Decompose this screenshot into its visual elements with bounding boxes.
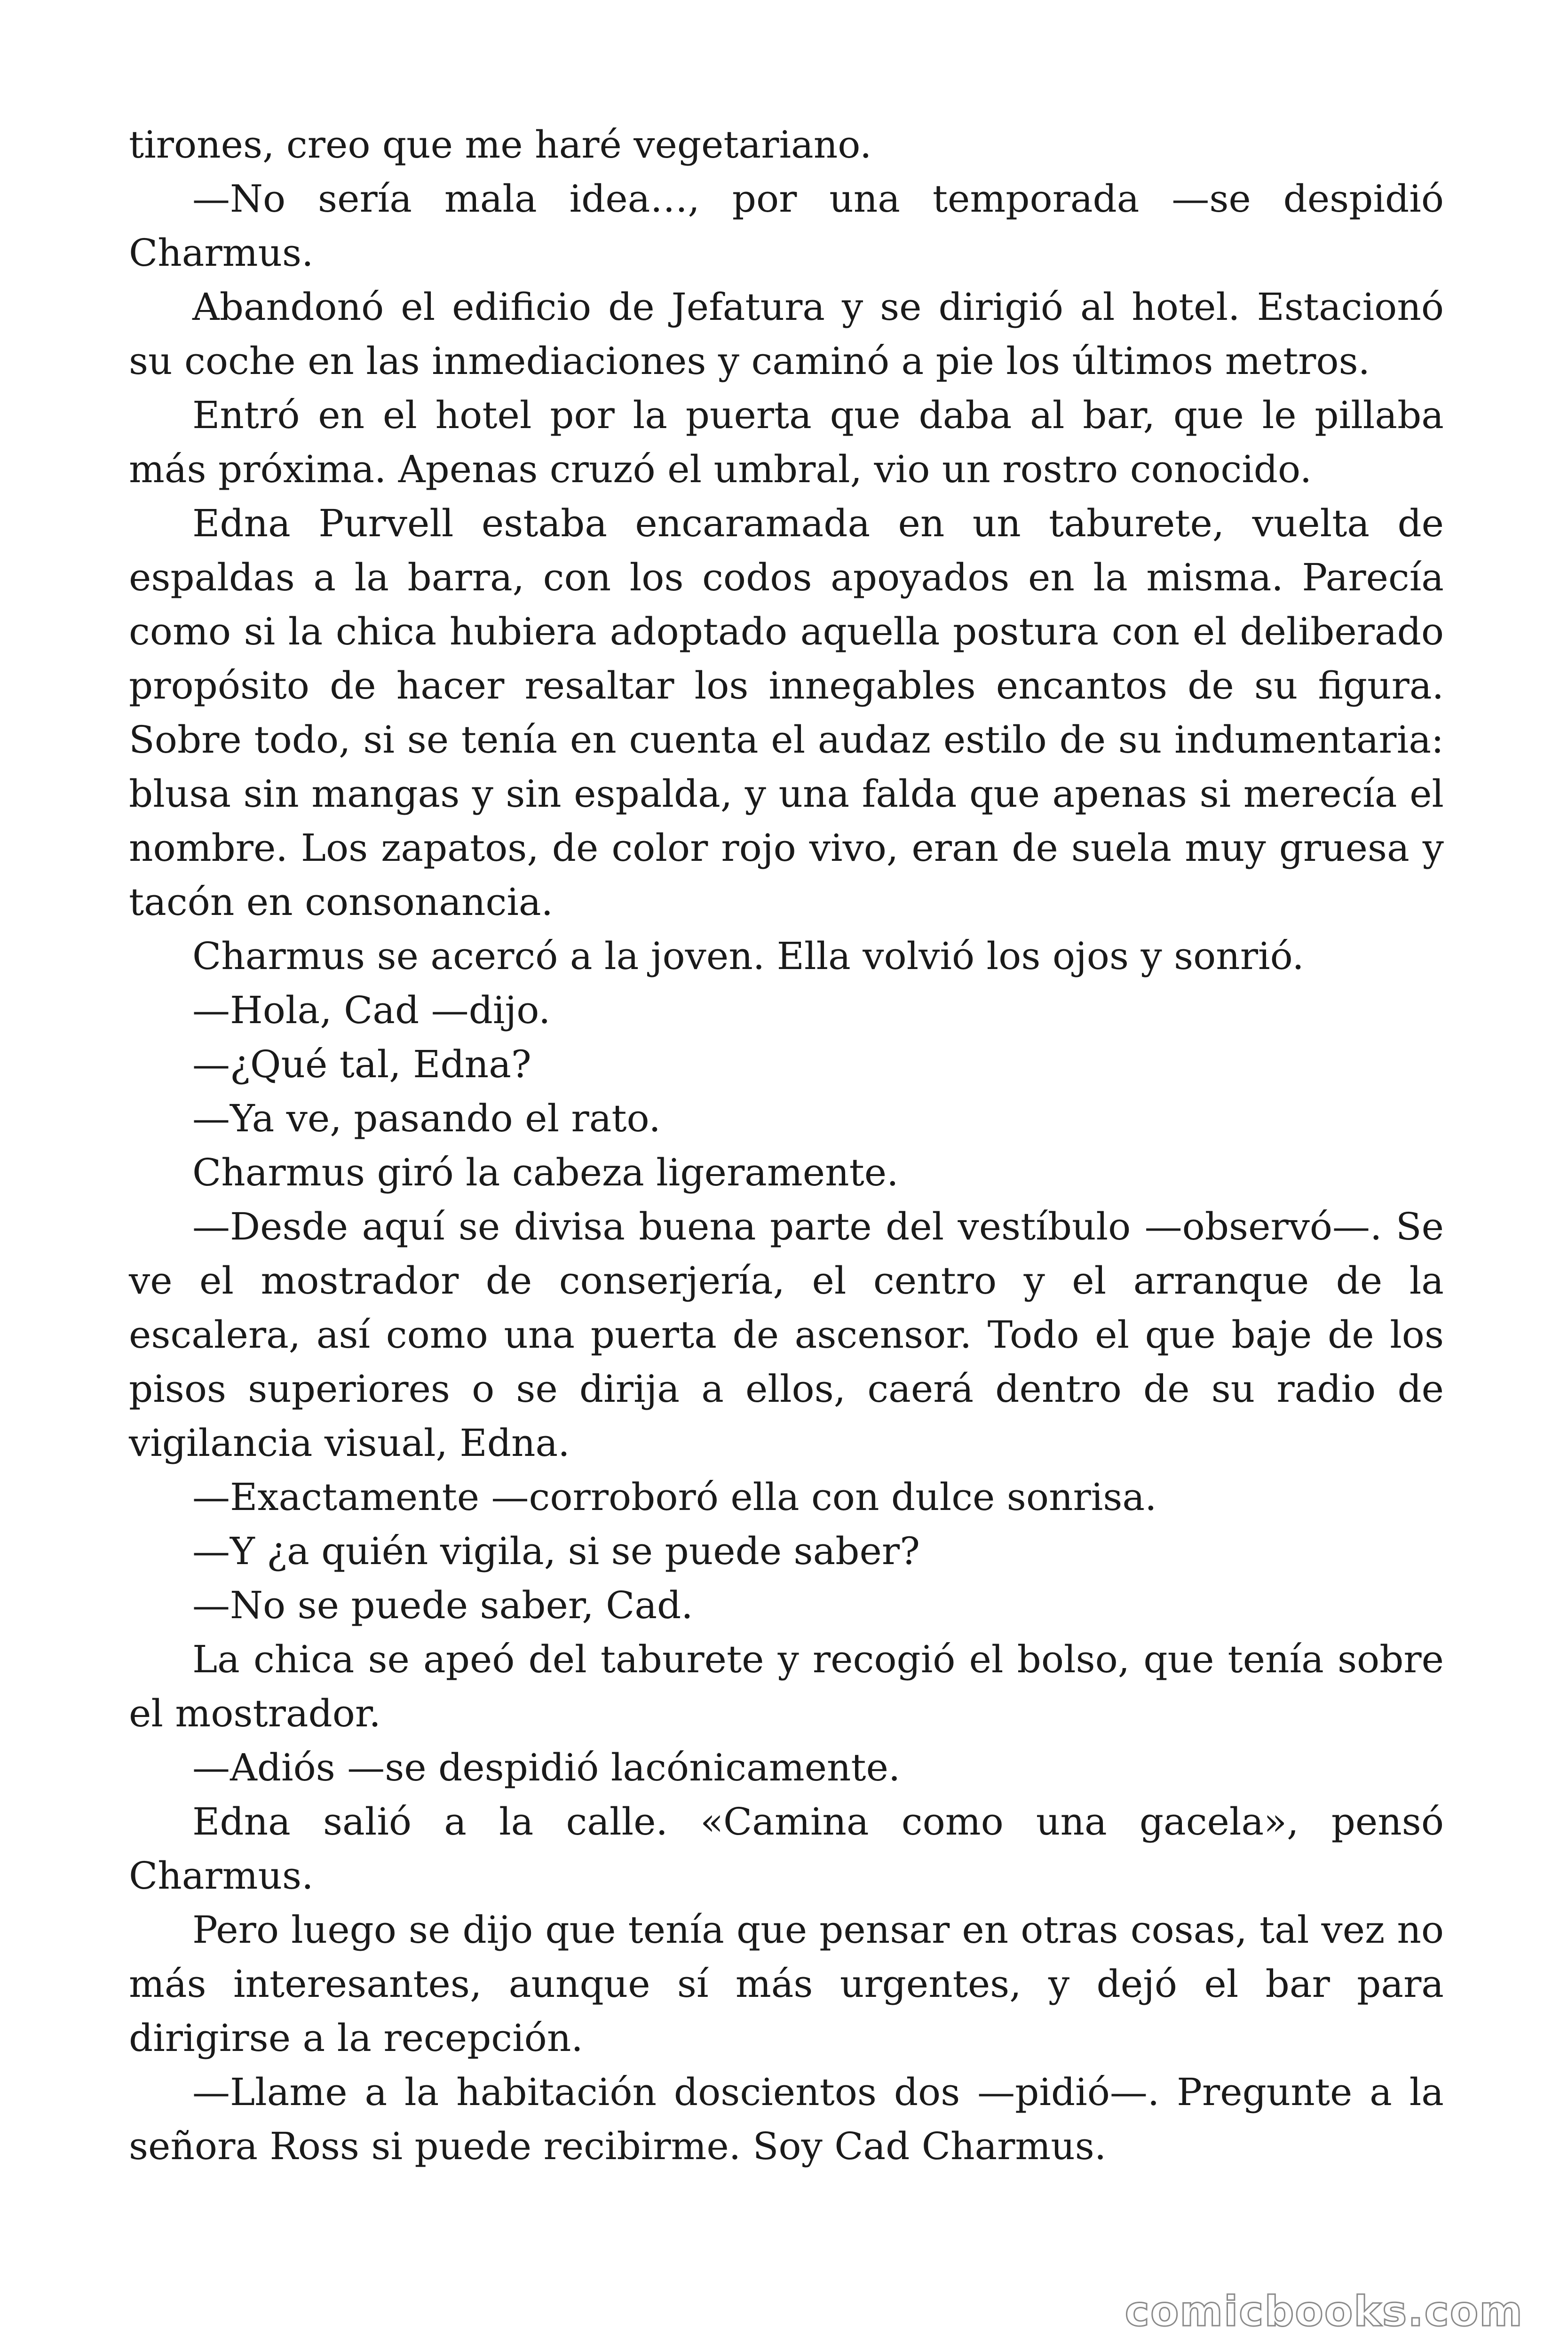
paragraph: Abandonó el edificio de Jefatura y se dirigió al hotel. Estacionó su coche en las inmediaciones y caminó a pie los últimos metros. [129,285,1444,383]
paragraph: —Llame a la habitación doscientos dos —pidió—. Pregunte a la señora Ross si puede recibirme. Soy Cad Charmus. [129,2070,1444,2168]
page-body [129,118,1444,2173]
paragraph: —¿Qué tal, Edna? [192,1042,531,1086]
paragraph: —Ya ve, pasando el rato. [192,1097,661,1140]
paragraph: Pero luego se dijo que tenía que pensar en otras cosas, tal vez no más interesantes, aunque sí más urgentes, y dejó el bar para dirigirse a la recepción. [129,1908,1444,2060]
paragraph: —No se puede saber, Cad. [192,1583,693,1627]
paragraph: —Adiós —se despidió lacónicamente. [192,1746,901,1789]
paragraph: Charmus se acercó a la joven. Ella volvió los ojos y sonrió. [192,934,1304,978]
paragraph: Edna salió a la calle. «Camina como una gacela», pensó Charmus. [129,1800,1444,1898]
paragraph: tirones, creo que me haré vegetariano. [129,123,872,167]
watermark: comicbooks.com [1125,2287,1523,2336]
paragraph: —No sería mala idea…, por una temporada —se despidió Charmus. [129,177,1444,275]
paragraph: Entró en el hotel por la puerta que daba al bar, que le pillaba más próxima. Apenas cruzó el umbral, vio un rostro conocido. [129,393,1444,491]
paragraph: Edna Purvell estaba encaramada en un taburete, vuelta de espaldas a la barra, con los codos apoyados en la misma. Parecía como si la chica hubiera adoptado aquella postura con el deliberado propósito de hacer resaltar los innegables encantos de su figura. Sobre todo, si se tenía en cuenta el audaz estilo de su indumentaria: blusa sin mangas y sin espalda, y una falda que apenas si merecía el nombre. Los zapatos, de color rojo vivo, eran de suela muy gruesa y tacón en consonancia. [129,501,1444,924]
paragraph: Charmus giró la cabeza ligeramente. [192,1151,899,1194]
paragraph: —Y ¿a quién vigila, si se puede saber? [192,1529,920,1573]
paragraph: —Desde aquí se divisa buena parte del vestíbulo —observó—. Se ve el mostrador de conserjería, el centro y el arranque de la escalera, así como una puerta de ascensor. Todo el que baje de los pisos superiores o se dirija a ellos, caerá dentro de su radio de vigilancia visual, Edna. [129,1205,1444,1465]
paragraph: —Hola, Cad —dijo. [192,988,551,1032]
paragraph: La chica se apeó del taburete y recogió el bolso, que tenía sobre el mostrador. [129,1637,1444,1735]
paragraph: —Exactamente —corroboró ella con dulce sonrisa. [192,1475,1157,1519]
